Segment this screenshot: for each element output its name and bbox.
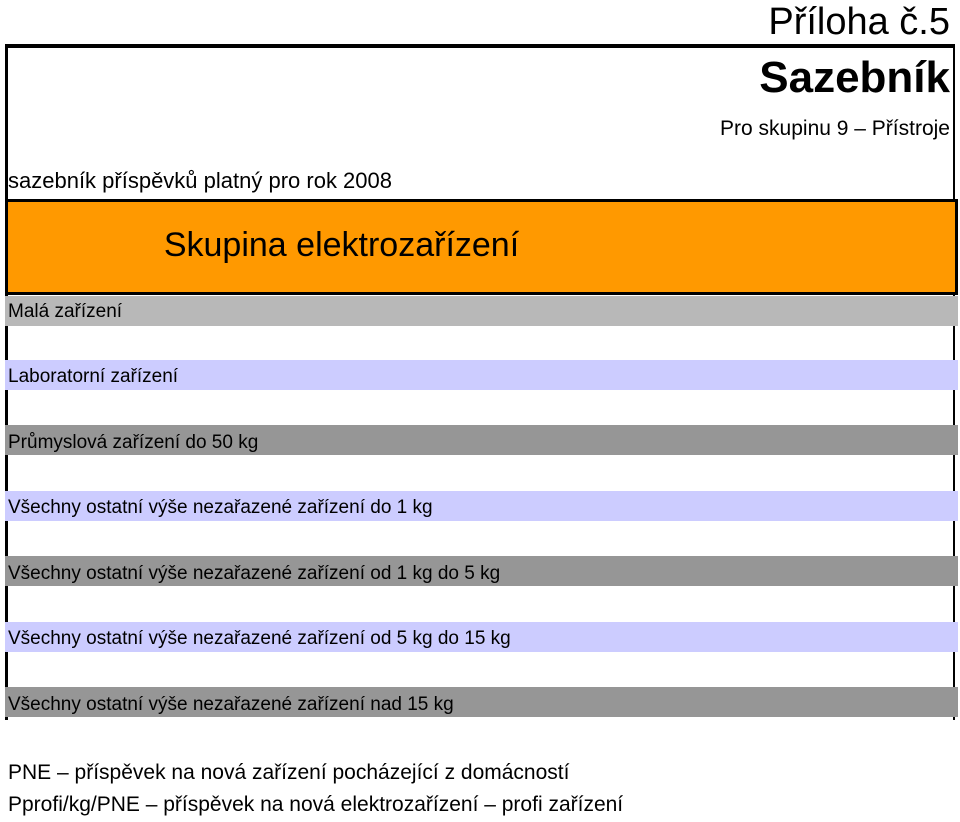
row-label-other-1-5kg: Všechny ostatní výše nezařazené zařízení od 1 kg do 5 kg [8, 563, 501, 584]
page-title: Sazebník [759, 53, 950, 102]
footer-note-pprofi: Pprofi/kg/PNE – příspěvek na nová elektrozařízení – profi zařízení [8, 793, 624, 816]
year-note: sazebník příspěvků platný pro rok 2008 [8, 168, 393, 193]
footer-note-pne: PNE – příspěvek na nová zařízení pocházející z domácností [8, 761, 570, 784]
row-label-small-devices: Malá zařízení [8, 301, 123, 322]
row-band-small-devices [5, 296, 958, 326]
row-label-other-over-15kg: Všechny ostatní výše nezařazené zařízení nad 15 kg [8, 694, 454, 715]
row-label-laboratory: Laboratorní zařízení [8, 366, 179, 387]
row-label-other-5-15kg: Všechny ostatní výše nezařazené zařízení od 5 kg do 15 kg [8, 628, 511, 649]
page-subtitle: Pro skupinu 9 – Přístroje [720, 117, 950, 140]
appendix-label: Příloha č.5 [768, 1, 950, 43]
row-label-industrial: Průmyslová zařízení do 50 kg [8, 432, 259, 453]
row-label-other-up-to-1kg: Všechny ostatní výše nezařazené zařízení do 1 kg [8, 497, 433, 518]
group-title: Skupina elektrozařízení [163, 226, 520, 264]
